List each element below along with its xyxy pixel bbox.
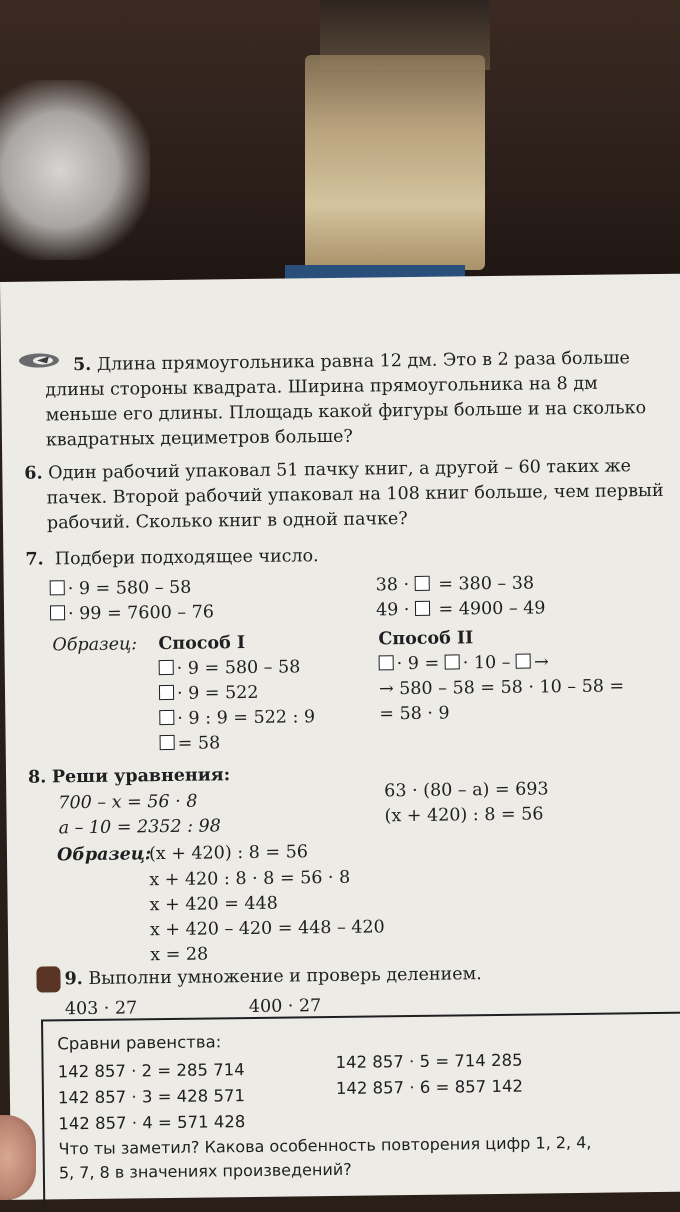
- task-7-right: [376, 570, 667, 624]
- method-2-part: · 10 –: [462, 652, 517, 674]
- sample-line: x + 420 : 8 · 8 = 56 · 8: [149, 867, 351, 891]
- task-8-number: 8.: [27, 767, 47, 788]
- task-5-line: Длина прямоугольника равна 12 дм. Это в 2 раза больше: [96, 348, 630, 375]
- equality: 142 857 · 5 = 714 285: [335, 1050, 523, 1072]
- frame-left: [58, 1056, 339, 1137]
- empty-box: [50, 580, 65, 595]
- task-7-method-1: [158, 629, 380, 757]
- task-5-line: длины стороны квадрата. Ширина прямоугольника на 8 дм: [45, 373, 598, 401]
- task-6-body: [47, 479, 668, 537]
- equation-part: = 380 – 38: [432, 573, 535, 595]
- empty-box: [160, 735, 175, 750]
- method-2-line: = 58 · 9: [379, 703, 450, 725]
- task-8-sample: [149, 838, 509, 867]
- task-7-sample-label: [52, 632, 162, 658]
- task-8-sample-label: [57, 842, 157, 868]
- method-2-part: →: [533, 652, 549, 673]
- task-9-number: 9.: [64, 969, 83, 990]
- textbook-page: [0, 274, 680, 1200]
- equation-part: 49 ·: [375, 599, 416, 621]
- method-2-part: · 9 =: [396, 653, 445, 675]
- equation: (x + 420) : 8 = 56: [384, 804, 544, 827]
- method-1-line: · 9 = 580 – 58: [176, 657, 301, 679]
- sample-line: x = 28: [150, 944, 209, 966]
- equality: 142 857 · 2 = 285 714: [57, 1060, 245, 1082]
- task-7-title: Подбери подходящее число.: [54, 546, 319, 570]
- frame-title-text: Сравни равенства:: [57, 1032, 222, 1054]
- frame-title: [57, 1028, 357, 1057]
- task-9-title: Выполни умножение и проверь делением.: [88, 964, 482, 989]
- task-6-line: рабочий. Сколько книг в одной пачке?: [46, 509, 408, 534]
- frame-question: [58, 1130, 679, 1186]
- method-1-line: = 58: [177, 733, 221, 754]
- equality: 142 857 · 6 = 857 142: [335, 1076, 523, 1098]
- empty-box: [415, 601, 430, 616]
- background-cloth: [0, 80, 150, 260]
- frame-right: [335, 1046, 636, 1102]
- task-8-heading: [28, 762, 328, 791]
- equation-part: 38 ·: [375, 574, 415, 596]
- task-8-title: Реши уравнения:: [51, 765, 231, 788]
- task-7-method-2: [378, 624, 669, 728]
- empty-box: [415, 576, 430, 591]
- equation: · 9 = 580 – 58: [67, 577, 192, 600]
- method-2-line: → 580 – 58 = 58 · 10 – 58 =: [378, 676, 625, 700]
- method-1-title: Способ I: [158, 633, 246, 655]
- equation-part: = 4900 – 49: [432, 598, 546, 620]
- expression: 400 · 27: [248, 996, 322, 1018]
- sample-label: Образец:: [52, 634, 138, 656]
- method-1-line: · 9 : 9 = 522 : 9: [177, 707, 316, 729]
- sample-line: (x + 420) : 8 = 56: [148, 842, 309, 865]
- photo-background: [0, 0, 680, 290]
- sample-label: Образец:: [56, 844, 152, 866]
- method-2-title: Способ II: [378, 628, 474, 650]
- task-7-number: 7.: [25, 549, 44, 570]
- expression: 403 · 27: [64, 998, 138, 1020]
- sample-line: x + 420 = 448: [149, 893, 279, 916]
- empty-box: [159, 685, 174, 700]
- method-1-line: · 9 = 522: [176, 682, 259, 704]
- background-box: [305, 55, 485, 270]
- task-6-line: Один рабочий упаковал 51 пачку книг, а другой – 60 таких же: [48, 456, 632, 484]
- task-5-line: квадратных дециметров больше?: [45, 426, 353, 451]
- question-line: Что ты заметил? Какова особенность повторения цифр 1, 2, 4,: [58, 1132, 592, 1159]
- question-line: 5, 7, 8 в значениях произведений?: [58, 1159, 352, 1183]
- empty-box: [159, 710, 174, 725]
- task-8-right: [384, 776, 675, 830]
- task-5-body: [45, 371, 666, 454]
- equation: 700 – x = 56 · 8: [58, 791, 198, 814]
- equation: · 99 = 7600 – 76: [67, 602, 215, 625]
- equality: 142 857 · 4 = 571 428: [58, 1112, 246, 1134]
- task-6-number: 6.: [24, 463, 43, 484]
- task-7-left: [50, 574, 351, 628]
- task-6-line: пачек. Второй рабочий упаковал на 108 книг больше, чем первый: [46, 480, 664, 509]
- task-8-sample-steps: [149, 864, 510, 968]
- pair-work-icon: [36, 966, 60, 992]
- task-5-line: меньше его длины. Площадь какой фигуры больше и на сколько: [45, 398, 647, 426]
- empty-box: [379, 655, 394, 670]
- equation: 63 · (80 – a) = 693: [384, 779, 549, 802]
- equality: 142 857 · 3 = 428 571: [57, 1086, 246, 1108]
- pencil-icon: [17, 351, 61, 370]
- sample-line: x + 420 – 420 = 448 – 420: [149, 917, 385, 941]
- task-5-number: 5.: [72, 354, 92, 376]
- empty-box: [50, 605, 65, 620]
- task-8-left: [58, 788, 359, 842]
- empty-box: [159, 660, 174, 675]
- task-7-heading: [25, 540, 645, 573]
- equation: a – 10 = 2352 : 98: [58, 816, 221, 839]
- empty-box: [445, 654, 460, 669]
- empty-box: [516, 654, 531, 669]
